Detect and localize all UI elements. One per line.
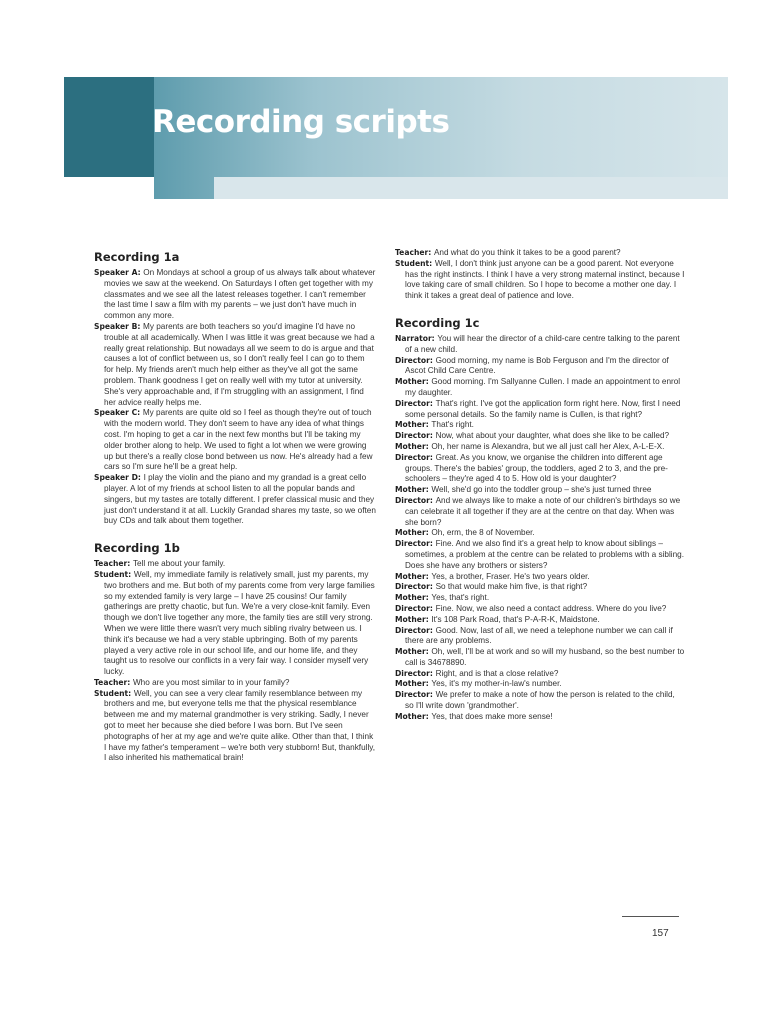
banner-accent-block: [64, 77, 154, 177]
line-text: You will hear the director of a child-care centre talking to the parent of a new child.: [405, 333, 680, 354]
line-text: Well, she'd go into the toddler group – she's just turned three: [431, 485, 652, 495]
line-text: My parents are both teachers so you'd imagine I'd have no trouble at all academically. When I was little it was great because we had a really great relationship. But nowadays all we seem to do is argue and that causes a lot of conflict between us, so I don't really feel I can go to them for help. My friends aren't much help either as they've all got the same problem. Thank goodness I get on really well with my tutor at university. She's very approachable and, if I'm struggling with an assignment, I find her advice really helps me.: [104, 321, 375, 407]
line-text: Yes, that's right.: [431, 593, 490, 603]
speaker-label: Teacher:: [94, 559, 131, 569]
line-text: And we always like to make a note of our children's birthdays so we can celebrate it all together if they are at the centre on that day. When was she born?: [405, 495, 681, 527]
script-line: [395, 356, 685, 378]
speaker-label: Director:: [395, 625, 433, 635]
section-title: Recording 1a: [94, 250, 180, 264]
script-line: [395, 679, 685, 690]
line-text: Well, my immediate family is relatively small, just my parents, my two brothers and me. But both of my parents come from very large families so my extended family is very large – I have 25 cousins! Our family gatherings are pretty chaotic, but fun. We're a very close-knit family. Even though we don't live together any more, the family ties are still very strong. When we were little there wasn't very much sibling rivalry between us. I think it's because we had a very stable upbringing. Both of my parents played a very active role in our school life, and our home life, and they taught us to resolve our conflicts in a very fair way. I consider myself very lucky.: [104, 569, 375, 677]
speaker-label: Mother:: [395, 647, 429, 657]
line-text: On Mondays at school a group of us always talk about whatever movies we saw at the weekend. On Saturdays I often get together with my classmates and we see all the latest releases together. I can't remember the last time I saw a film with my parents – we just don't have much in common any more.: [104, 268, 376, 321]
speaker-label: Director:: [395, 452, 433, 462]
speaker-label: Mother:: [395, 711, 429, 721]
line-text: Good morning, my name is Bob Ferguson and I'm the director of Ascot Child Care Centre.: [405, 355, 669, 376]
script-line: [395, 248, 685, 259]
speaker-label: Speaker A:: [94, 268, 141, 277]
speaker-label: Director:: [395, 582, 433, 592]
section-title: Recording 1b: [94, 541, 180, 556]
script-line: [395, 712, 685, 723]
line-text: Yes, it's my mother-in-law's number.: [431, 679, 562, 689]
banner-cutout: [64, 177, 154, 199]
speaker-label: Speaker C:: [94, 408, 141, 418]
speaker-label: Mother:: [395, 528, 429, 538]
speaker-label: Director:: [395, 668, 433, 678]
line-text: We prefer to make a note of how the person is related to the child, so I'll write down 'grandmother'.: [405, 690, 675, 711]
line-text: Good morning. I'm Sallyanne Cullen. I made an appointment to enrol my daughter.: [405, 377, 681, 397]
line-text: Fine. And we also find it's a great help to know about siblings – sometimes, a problem at the centre can be related to problems with a sibling. Does she have any brothers or sisters?: [405, 539, 684, 570]
script-line: [94, 689, 376, 765]
script-line: [94, 408, 376, 473]
speaker-label: Director:: [395, 355, 433, 365]
speaker-label: Narrator:: [395, 333, 435, 343]
speaker-label: Mother:: [395, 377, 429, 387]
speaker-label: Student:: [395, 258, 433, 268]
speaker-label: Student:: [94, 569, 132, 579]
script-line: [395, 431, 685, 442]
script-line: [395, 669, 685, 680]
speaker-label: Teacher:: [94, 677, 131, 687]
speaker-label: Speaker D:: [94, 473, 141, 483]
page-title: Recording scripts: [152, 104, 450, 140]
line-text: Well, I don't think just anyone can be a good parent. Not everyone has the right instincts. I think I have a very strong maternal instinct, because I love taking care of small children. So I hope to become a mother one day. I think it takes a great deal of patience and love.: [405, 258, 685, 301]
script-line: [94, 473, 376, 527]
script-line: [395, 626, 685, 648]
line-text: Tell me about your family.: [132, 559, 226, 569]
section-gap: [395, 302, 685, 316]
line-text: Fine. Now, we also need a contact address. Where do you live?: [435, 603, 667, 613]
line-text: And what do you think it takes to be a good parent?: [433, 248, 621, 257]
page-number: 157: [652, 928, 669, 939]
line-text: My parents are quite old so I feel as though they're out of touch with the modern world. They don't seem to have any idea of what things cost. I'm hoping to get a car in the next few months but I'll be taking my older brother along to help. We used to fight a lot when we were growing up but there's a really close bond between us now. He's already had a few cars so I'm sure he'll be a great help.: [104, 408, 373, 472]
speaker-label: Director:: [395, 431, 433, 441]
speaker-label: Director:: [395, 539, 433, 549]
speaker-label: Mother:: [395, 485, 429, 495]
script-line: [395, 259, 685, 302]
script-line: [94, 559, 376, 570]
line-text: It's 108 Park Road, that's P-A-R-K, Maidstone.: [431, 614, 600, 624]
speaker-label: Director:: [395, 603, 433, 613]
script-line: [395, 453, 685, 485]
speaker-label: Mother:: [395, 441, 429, 451]
speaker-label: Director:: [395, 690, 433, 700]
script-line: [395, 615, 685, 626]
banner-lower-strip: [214, 177, 728, 199]
script-line: [395, 604, 685, 615]
line-text: So that would make him five, is that right?: [435, 582, 588, 592]
left-column: [94, 250, 376, 764]
script-line: [395, 572, 685, 583]
line-text: I play the violin and the piano and my grandad is a great cello player. A lot of my friends at school listen to all the popular bands and singers, but my tastes are totally different. I prefer classical music and they just don't understand it at all. Luckily Grandad shares my taste, so we often buy CDs and talk about them together.: [104, 473, 376, 526]
speaker-label: Mother:: [395, 593, 429, 603]
line-text: Great. As you know, we organise the children into different age groups. There's the babies' group, the toddlers, aged 2 to 3, and the pre-schoolers – they're aged 4 to 5. How old is your daughter?: [405, 452, 668, 484]
speaker-label: Mother:: [395, 614, 429, 624]
script-line: [395, 647, 685, 669]
line-text: Now, what about your daughter, what does she like to be called?: [435, 431, 670, 441]
script-line: [395, 399, 685, 421]
line-text: Good. Now, last of all, we need a telephone number we can call if there are any problems.: [405, 625, 673, 646]
footer-rule: [622, 916, 679, 917]
right-column: [395, 248, 685, 723]
script-line: [395, 582, 685, 593]
script-line: [395, 377, 685, 399]
speaker-label: Mother:: [395, 420, 429, 430]
line-text: Yes, that does make more sense!: [431, 711, 553, 721]
speaker-label: Director:: [395, 398, 433, 408]
line-text: Right, and is that a close relative?: [435, 668, 559, 678]
section-title: Recording 1c: [395, 315, 480, 330]
line-text: That's right.: [431, 420, 474, 430]
speaker-label: Speaker B:: [94, 321, 141, 331]
script-line: [94, 322, 376, 408]
speaker-label: Student:: [94, 688, 132, 698]
line-text: Oh, erm, the 8 of November.: [431, 528, 535, 538]
line-text: Oh, her name is Alexandra, but we all just call her Alex, A-L-E-X.: [431, 441, 665, 451]
script-line: [395, 690, 685, 712]
line-text: That's right. I've got the application form right here. Now, first I need some personal details. So the family name is Cullen, is that right?: [405, 398, 681, 419]
script-line: [395, 420, 685, 431]
script-line: [395, 496, 685, 528]
line-text: Who are you most similar to in your family?: [132, 677, 290, 687]
speaker-label: Mother:: [395, 571, 429, 581]
line-text: Oh, well, I'll be at work and so will my husband, so the best number to call is 34678890.: [405, 647, 685, 667]
speaker-label: Mother:: [395, 679, 429, 689]
script-line: [395, 485, 685, 496]
script-line: [94, 570, 376, 678]
script-line: [395, 528, 685, 539]
script-line: [94, 268, 376, 322]
script-line: [94, 678, 376, 689]
script-line: [395, 539, 685, 571]
line-text: Yes, a brother, Fraser. He's two years older.: [431, 571, 590, 581]
line-text: Well, you can see a very clear family resemblance between my brothers and me, but everyone tells me that the physical resemblance between me and my maternal grandmother is very striking. Sadly, I never got to meet her because she died before I was born. But I've seen photographs of her at my age and we're quite alike. Other than that, I think I have my father's temperament – we're both very stubborn! But, thankfully, I also inherited his mathematical brain!: [104, 688, 376, 763]
script-line: [395, 334, 685, 356]
section-gap: [94, 527, 376, 541]
script-line: [395, 593, 685, 604]
speaker-label: Teacher:: [395, 248, 432, 257]
speaker-label: Director:: [395, 495, 433, 505]
script-line: [395, 442, 685, 453]
